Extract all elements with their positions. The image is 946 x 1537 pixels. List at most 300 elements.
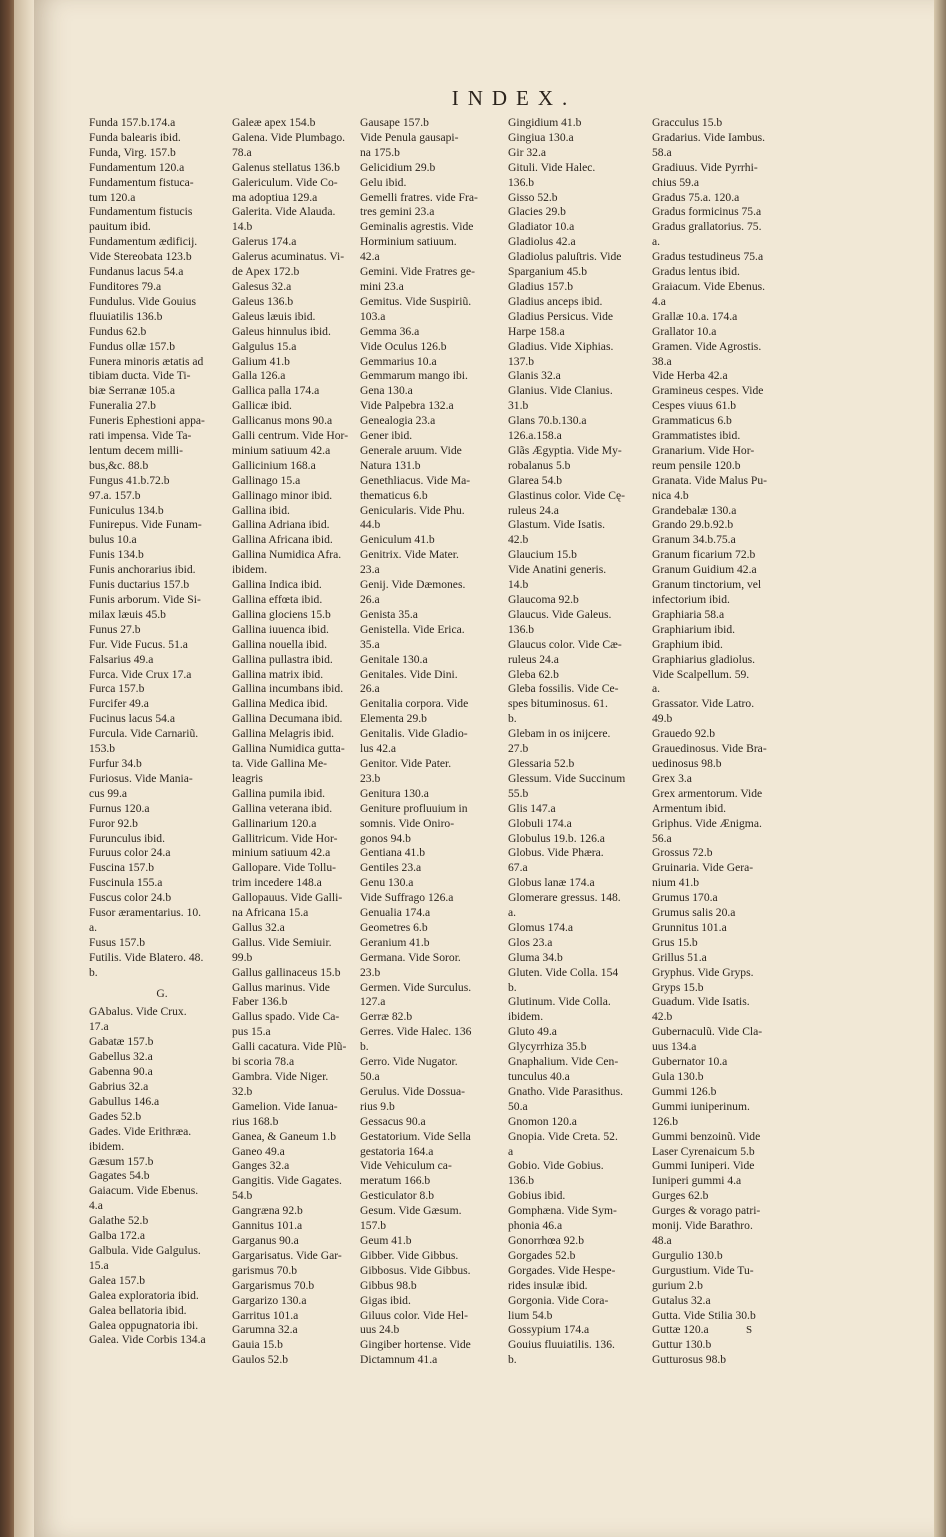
- index-entry: Fuscina 157.b: [89, 861, 155, 875]
- index-entry: rides insulæ ibid.: [508, 1278, 588, 1292]
- index-entry: 58.a: [652, 145, 672, 159]
- index-entry: Gradiuus. Vide Pyrrhi-: [652, 160, 758, 174]
- index-entry: 23.b: [360, 965, 381, 979]
- index-entry: 42.b: [652, 1010, 673, 1024]
- index-entry: Grassator. Vide Latro.: [652, 697, 755, 711]
- index-entry: tunculus 40.a: [508, 1070, 570, 1083]
- index-entry: Armentum ibid.: [652, 801, 727, 815]
- index-entry: Gallopauus. Vide Galli-: [232, 891, 343, 905]
- index-entry: Gallicinium 168.a: [232, 458, 316, 472]
- index-entry: b.: [360, 1040, 369, 1054]
- index-entry: Vide Palpebra 132.a: [360, 399, 454, 413]
- index-entry: Gobio. Vide Gobius.: [508, 1159, 604, 1173]
- index-entry: Gutalus 32.a: [652, 1293, 711, 1307]
- index-entry: 42.a: [360, 250, 380, 264]
- index-entry: Grex armentorum. Vide: [652, 786, 763, 800]
- index-column-1: [89, 116, 235, 1348]
- catchword: S: [746, 1324, 753, 1336]
- index-entry: Glaucus color. Vide Cæ-: [508, 637, 622, 651]
- index-entry: 17.a: [89, 1020, 109, 1034]
- index-entry: Futilis. Vide Blatero. 48.: [89, 950, 204, 964]
- index-entry: Gallina pumila ibid.: [232, 786, 326, 800]
- index-entry: 32.b: [232, 1084, 253, 1098]
- index-entry: Grillus 51.a: [652, 950, 707, 964]
- index-entry: lus 42.a: [360, 742, 397, 756]
- index-entry: Genitrix. Vide Mater.: [360, 548, 459, 562]
- index-entry: Gleba fossilis. Vide Ce-: [508, 682, 619, 696]
- index-entry: Furcula. Vide Carnariũ.: [89, 727, 199, 741]
- index-entry: 137.b: [508, 354, 535, 368]
- index-entry: uedinosus 98.b: [652, 756, 722, 770]
- index-entry: Gener ibid.: [360, 429, 413, 443]
- index-entry: Grando 29.b.92.b: [652, 518, 734, 532]
- index-entry: Gemelli fratres. vide Fra-: [360, 190, 478, 204]
- index-entry: 4.a: [89, 1199, 103, 1213]
- index-entry: Grex 3.a: [652, 771, 692, 785]
- index-entry: bulus 10.a: [89, 533, 137, 547]
- index-entry: Gessacus 90.a: [360, 1114, 426, 1128]
- index-entry: 49.b: [652, 712, 673, 726]
- index-entry: a.: [652, 682, 661, 696]
- index-entry: Galba 172.a: [89, 1229, 146, 1243]
- index-entry: Gladius Persicus. Vide: [508, 309, 614, 323]
- index-entry: Graiacum. Vide Ebenus.: [652, 279, 766, 293]
- index-entry: a.: [89, 920, 98, 934]
- page-header: INDEX.: [451, 86, 577, 110]
- index-entry: cus 99.a: [89, 786, 127, 800]
- index-entry: b.: [508, 980, 517, 994]
- index-entry: 55.b: [508, 786, 529, 800]
- index-entry: Gannitus 101.a: [232, 1219, 303, 1233]
- index-entry: Grumus salis 20.a: [652, 906, 736, 920]
- index-entry: Fundamentum fistuca-: [89, 175, 194, 189]
- entries-before: [652, 116, 798, 1368]
- index-entry: Genu 130.a: [360, 876, 414, 890]
- index-entry: bus,&c. 88.b: [89, 458, 149, 472]
- index-entry: monij. Vide Barathro.: [652, 1219, 753, 1233]
- index-entry: Gallicæ ibid.: [232, 399, 292, 413]
- index-entry: Gladiolus 42.a: [508, 235, 576, 249]
- index-entry: Galea oppugnatoria ibi.: [89, 1318, 199, 1332]
- index-entry: nium 41.b: [652, 876, 700, 890]
- index-entry: Genij. Vide Dæmones.: [360, 578, 466, 592]
- index-entry: Giluus color. Vide Hel-: [360, 1308, 468, 1322]
- index-entry: spes bituminosus. 61.: [508, 697, 608, 711]
- index-entry: Funeris Ephestioni appa-: [89, 414, 205, 428]
- index-entry: Grauedinosus. Vide Bra-: [652, 742, 767, 756]
- index-entry: Granata. Vide Malus Pu-: [652, 473, 768, 487]
- index-entry: Funeralia 27.b: [89, 399, 156, 413]
- index-entry: 126.b: [652, 1114, 679, 1128]
- index-entry: Furunculus ibid.: [89, 831, 166, 845]
- index-entry: Gallina Indica ibid.: [232, 578, 322, 592]
- index-entry: Gallinarium 120.a: [232, 816, 317, 830]
- index-entry: 35.a: [360, 637, 380, 651]
- index-entry: Gæsum 157.b: [89, 1154, 154, 1168]
- index-entry: biæ Serranæ 105.a: [89, 384, 175, 398]
- index-entry: Horminium satiuum.: [360, 235, 457, 249]
- index-entry: Genitor. Vide Pater.: [360, 756, 452, 770]
- index-entry: Granum Guidium 42.a: [652, 563, 757, 577]
- index-entry: Gryps 15.b: [652, 980, 704, 994]
- index-entry: Gnopia. Vide Creta. 52.: [508, 1129, 618, 1143]
- index-entry: pauitum ibid.: [89, 220, 151, 234]
- index-entry: 78.a: [232, 145, 252, 159]
- index-entry: b.: [508, 712, 517, 726]
- index-entry: Gangræna 92.b: [232, 1204, 303, 1218]
- index-entry: somnis. Vide Oniro-: [360, 816, 455, 830]
- index-entry: Galeus hinnulus ibid.: [232, 324, 331, 338]
- index-entry: Gallina glociens 15.b: [232, 607, 331, 621]
- index-entry: Gabenna 90.a: [89, 1065, 153, 1079]
- index-entry: na 175.b: [360, 145, 400, 159]
- index-entry: lium 54.b: [508, 1308, 553, 1322]
- index-entry: Galbula. Vide Galgulus.: [89, 1243, 201, 1257]
- index-entry: Gallicanus mons 90.a: [232, 414, 333, 428]
- index-entry: 103.a: [360, 309, 386, 323]
- index-entry: Gargarisatus. Vide Gar-: [232, 1248, 342, 1262]
- index-entry: bi scoria 78.a: [232, 1055, 295, 1069]
- index-entry: rati impensa. Vide Ta-: [89, 429, 192, 443]
- index-entry: mini 23.a: [360, 279, 404, 293]
- index-entry: Gades 52.b: [89, 1109, 142, 1123]
- index-entry: Gentiles 23.a: [360, 861, 422, 875]
- index-entry: Garumna 32.a: [232, 1323, 298, 1337]
- index-entry: Galea. Vide Corbis 134.a: [89, 1333, 206, 1347]
- index-entry: b.: [508, 1353, 517, 1367]
- index-entry: Gallinago minor ibid.: [232, 488, 333, 502]
- index-entry: Ganeo 49.a: [232, 1144, 285, 1158]
- index-entry: Fundus ollæ 157.b: [89, 339, 176, 353]
- index-entry: Gerro. Vide Nugator.: [360, 1055, 458, 1069]
- index-entry: Gladiolus paluſtris. Vide: [508, 250, 622, 264]
- index-entry: Galea exploratoria ibid.: [89, 1288, 199, 1302]
- index-entry: Gauia 15.b: [232, 1338, 283, 1352]
- index-entry: Gagates 54.b: [89, 1169, 150, 1183]
- index-entry: Galli cacatura. Vide Plũ-: [232, 1040, 347, 1054]
- index-entry: Gallica palla 174.a: [232, 384, 320, 398]
- index-entry: Funditores 79.a: [89, 279, 162, 293]
- index-entry: Fundanus lacus 54.a: [89, 265, 184, 279]
- index-entry: Funus 27.b: [89, 622, 141, 636]
- index-entry: Galeæ apex 154.b: [232, 116, 316, 129]
- index-entry: Gallus gallinaceus 15.b: [232, 965, 341, 979]
- index-entry: 67.a: [508, 861, 528, 875]
- index-entry: Funirepus. Vide Funam-: [89, 518, 202, 532]
- index-entry: Funera minoris ætatis ad: [89, 354, 204, 368]
- index-entry: Guadum. Vide Isatis.: [652, 995, 750, 1009]
- index-entry: Germana. Vide Soror.: [360, 950, 461, 964]
- index-entry: Glastum. Vide Isatis.: [508, 518, 605, 532]
- index-entry: 99.b: [232, 950, 253, 964]
- index-entry: Gutta. Vide Stilia 30.b: [652, 1308, 756, 1322]
- section-letter: G.: [156, 986, 168, 1000]
- index-entry: 136.b: [508, 175, 535, 189]
- entries-before: [508, 116, 654, 1368]
- book-spine: [0, 0, 14, 1537]
- index-entry: tres gemini 23.a: [360, 205, 435, 219]
- index-entry: Gallus spado. Vide Ca-: [232, 1010, 340, 1024]
- index-entry: nica 4.b: [652, 488, 689, 502]
- index-entry: Grammaticus 6.b: [652, 414, 732, 428]
- index-entry: Gerulus. Vide Dossua-: [360, 1084, 466, 1098]
- index-entry: Gallina veterana ibid.: [232, 801, 333, 815]
- index-entry: 14.b: [232, 220, 253, 234]
- index-column-5: [652, 116, 798, 1368]
- index-entry: Falsarius 49.a: [89, 652, 154, 666]
- index-entry: Glomerare gressus. 148.: [508, 891, 621, 905]
- index-entry: a.: [508, 906, 517, 920]
- index-entry: Gerræ 82.b: [360, 1010, 413, 1024]
- index-entry: 44.b: [360, 518, 381, 532]
- index-entry: Gurgulio 130.b: [652, 1248, 723, 1262]
- index-entry: Gingidium 41.b: [508, 116, 582, 129]
- index-entry: Funis ductarius 157.b: [89, 578, 190, 592]
- index-entry: Gallina Adriana ibid.: [232, 518, 330, 532]
- index-entry: Gamelion. Vide Ianua-: [232, 1099, 338, 1113]
- index-entry: Generale aruum. Vide: [360, 443, 462, 457]
- index-entry: gurium 2.b: [652, 1278, 703, 1292]
- index-entry: Globuli 174.a: [508, 816, 572, 830]
- index-entry: Glycyrrhiza 35.b: [508, 1040, 587, 1054]
- index-entry: Galerita. Vide Alauda.: [232, 205, 336, 219]
- index-entry: Grossus 72.b: [652, 846, 713, 860]
- index-entry: Glanius. Vide Clanius.: [508, 384, 613, 398]
- index-entry: 50.a: [508, 1099, 528, 1113]
- index-entry: 136.b: [508, 622, 535, 636]
- index-entry: Gallina Africana ibid.: [232, 533, 333, 547]
- index-entry: Gerres. Vide Halec. 136: [360, 1025, 472, 1039]
- index-entry: Vide Suffrago 126.a: [360, 891, 454, 905]
- index-entry: Granarium. Vide Hor-: [652, 443, 755, 457]
- index-column-2: [232, 116, 378, 1368]
- index-entry: Gallitricum. Vide Hor-: [232, 831, 338, 845]
- index-entry: minium satiuum 42.a: [232, 846, 331, 860]
- index-entry: Gallina Decumana ibid.: [232, 712, 343, 726]
- index-entry: Gibbosus. Vide Gibbus.: [360, 1263, 471, 1277]
- index-entry: de Apex 172.b: [232, 265, 300, 279]
- index-entry: leagris: [232, 771, 263, 785]
- index-entry: Gelicidium 29.b: [360, 160, 436, 174]
- index-entry: Griphus. Vide Ænigma.: [652, 816, 762, 830]
- index-entry: Gallina effœta ibid.: [232, 593, 323, 606]
- index-entry: pus 15.a: [232, 1025, 271, 1039]
- index-entry: Sparganium 45.b: [508, 265, 588, 279]
- index-entry: Fungus 41.b.72.b: [89, 473, 170, 487]
- index-entry: 15.a: [89, 1258, 109, 1272]
- index-entry: Geum 41.b: [360, 1233, 412, 1247]
- index-entry: Graphiarium ibid.: [652, 622, 736, 636]
- index-entry: Gluten. Vide Colla. 154: [508, 965, 619, 979]
- index-entry: Glastinus color. Vide Cę-: [508, 488, 625, 502]
- index-entry: Gallus 32.a: [232, 920, 285, 934]
- index-entry: Vide Stereobata 123.b: [89, 250, 192, 264]
- index-entry: Fundamentum ædificij.: [89, 235, 198, 249]
- index-entry: Glis 147.a: [508, 801, 556, 815]
- index-entry: Gubernator 10.a: [652, 1055, 728, 1069]
- index-entry: Furfur 34.b: [89, 756, 142, 770]
- index-entry: Fusor æramentarius. 10.: [89, 906, 202, 920]
- index-entry: Globus lanæ 174.a: [508, 876, 595, 890]
- index-entry: Funis 134.b: [89, 548, 144, 562]
- entries-after: [89, 1005, 235, 1348]
- index-entry: milax læuis 45.b: [89, 607, 166, 621]
- index-entry: Grauedo 92.b: [652, 727, 716, 741]
- index-entry: Galesus 32.a: [232, 279, 292, 293]
- index-entry: Fuscinula 155.a: [89, 876, 163, 890]
- index-entry: Gutturosus 98.b: [652, 1353, 727, 1367]
- index-entry: Galium 41.b: [232, 354, 290, 368]
- index-entry: Gurges 62.b: [652, 1189, 709, 1203]
- index-entry: Gangitis. Vide Gagates.: [232, 1174, 342, 1188]
- index-entry: Gradus formicinus 75.a: [652, 205, 762, 219]
- index-entry: Gradus testudineus 75.a: [652, 250, 764, 264]
- index-entry: Gallina incumbans ibid.: [232, 682, 344, 696]
- index-entry: a.: [652, 235, 661, 249]
- index-entry: Gibber. Vide Gibbus.: [360, 1248, 459, 1262]
- index-entry: Galena. Vide Plumbago.: [232, 130, 346, 144]
- index-entry: Furcifer 49.a: [89, 697, 149, 711]
- index-entry: Galathe 52.b: [89, 1214, 149, 1228]
- index-entry: ibidem.: [89, 1139, 125, 1153]
- index-entry: Faber 136.b: [232, 995, 288, 1009]
- index-entry: Glaucoma 92.b: [508, 593, 579, 606]
- index-entry: Furiosus. Vide Mania-: [89, 771, 193, 785]
- index-entry: Gallopare. Vide Tollu-: [232, 861, 336, 875]
- index-entry: Gummi iuniperinum.: [652, 1099, 750, 1113]
- index-column-3: [360, 116, 506, 1368]
- index-entry: Genitura 130.a: [360, 786, 429, 800]
- index-entry: Glebam in os inijcere.: [508, 727, 611, 741]
- index-entry: Glans 70.b.130.a: [508, 414, 587, 428]
- index-entry: Gesticulator 8.b: [360, 1189, 435, 1203]
- index-entry: Galla 126.a: [232, 369, 286, 383]
- index-entry: Elementa 29.b: [360, 712, 427, 726]
- index-entry: Garritus 101.a: [232, 1308, 299, 1322]
- page-edge: [934, 0, 946, 1537]
- index-entry: rius 168.b: [232, 1114, 279, 1128]
- index-entry: Gallina Medica ibid.: [232, 697, 328, 711]
- index-entry: Ganges 32.a: [232, 1159, 290, 1173]
- index-entry: Gorgonia. Vide Cora-: [508, 1293, 609, 1307]
- index-entry: 136.b: [508, 1174, 535, 1188]
- index-entry: Funiculus 134.b: [89, 503, 164, 517]
- index-entry: Gaulos 52.b: [232, 1353, 289, 1367]
- index-entry: 38.a: [652, 354, 672, 368]
- index-entry: Gladiator 10.a: [508, 220, 575, 234]
- index-entry: Genitales. Vide Dini.: [360, 667, 458, 681]
- index-entry: 127.a: [360, 995, 386, 1009]
- index-entry: gonos 94.b: [360, 831, 411, 845]
- index-entry: Genualia 174.a: [360, 906, 431, 920]
- index-page: [34, 0, 934, 1537]
- index-entry: Fundamentum fistucis: [89, 205, 193, 219]
- index-entry: Genealogia 23.a: [360, 414, 436, 428]
- index-entry: Furor 92.b: [89, 816, 138, 830]
- index-entry: Granum ficarium 72.b: [652, 548, 756, 562]
- index-entry: ta. Vide Gallina Me-: [232, 756, 328, 770]
- index-entry: Gruinaria. Vide Gera-: [652, 861, 754, 875]
- index-entry: Gluma 34.b: [508, 950, 563, 964]
- index-entry: Gryphus. Vide Gryps.: [652, 965, 754, 979]
- index-entry: uus 134.a: [652, 1040, 697, 1054]
- index-entry: Gemma 36.a: [360, 324, 420, 338]
- index-entry: 26.a: [360, 593, 380, 606]
- index-entry: Gabatæ 157.b: [89, 1035, 154, 1049]
- entries-before: [232, 116, 378, 1368]
- index-entry: Granum tinctorium, vel: [652, 578, 762, 592]
- index-entry: Genitalia corpora. Vide: [360, 697, 469, 711]
- index-entry: Gorgades. Vide Hespe-: [508, 1263, 616, 1277]
- index-entry: Vide Herba 42.a: [652, 369, 728, 383]
- index-entry: Vide Anatini generis.: [508, 563, 607, 577]
- index-entry: 23.a: [360, 563, 380, 577]
- index-entry: Genethliacus. Vide Ma-: [360, 473, 471, 487]
- index-entry: 26.a: [360, 682, 380, 696]
- index-entry: Glarea 54.b: [508, 473, 563, 487]
- index-entry: Vide Scalpellum. 59.: [652, 667, 750, 681]
- index-entry: Gargarismus 70.b: [232, 1278, 315, 1292]
- index-entry: Graphiaria 58.a: [652, 607, 725, 621]
- index-column-4: [508, 116, 654, 1368]
- index-entry: Gnatho. Vide Parasithus.: [508, 1084, 624, 1098]
- index-entry: Dictamnum 41.a: [360, 1353, 438, 1367]
- index-entry: Grumus 170.a: [652, 891, 718, 905]
- index-entry: Geniture profluuium in: [360, 801, 468, 815]
- index-entry: ruleus 24.a: [508, 503, 559, 517]
- index-entry: Gallina nouella ibid.: [232, 637, 327, 651]
- index-entry: Iuniperi gummi 4.a: [652, 1174, 742, 1188]
- index-entry: Gnaphalium. Vide Cen-: [508, 1055, 619, 1069]
- index-entry: Fur. Vide Fucus. 51.a: [89, 637, 188, 651]
- index-entry: ma adoptiua 129.a: [232, 190, 318, 204]
- index-entry: Gomphæna. Vide Sym-: [508, 1204, 617, 1218]
- index-entry: Genistella. Vide Erica.: [360, 622, 465, 636]
- index-entry: Gladius. Vide Xiphias.: [508, 339, 614, 353]
- facing-page-edge: [14, 0, 36, 1537]
- index-entry: Galea 157.b: [89, 1273, 146, 1287]
- index-entry: Gummi benzoinũ. Vide: [652, 1129, 761, 1143]
- index-entry: ruleus 24.a: [508, 652, 559, 666]
- index-entry: Gabrius 32.a: [89, 1080, 149, 1093]
- index-entry: Gallina ibid.: [232, 503, 290, 517]
- index-entry: infectorium ibid.: [652, 593, 730, 606]
- index-entry: Gonorrhœa 92.b: [508, 1233, 584, 1247]
- index-entry: Guttur 130.b: [652, 1338, 712, 1352]
- index-entry: thematicus 6.b: [360, 488, 428, 502]
- index-entry: Gradus 75.a. 120.a: [652, 190, 740, 204]
- index-entry: tibiam ducta. Vide Ti-: [89, 369, 191, 383]
- index-entry: 27.b: [508, 742, 529, 756]
- index-entry: Gesum. Vide Gæsum.: [360, 1204, 462, 1218]
- index-entry: Glos 23.a: [508, 935, 553, 949]
- index-entry: Genista 35.a: [360, 607, 418, 621]
- index-entry: Garganus 90.a: [232, 1233, 299, 1247]
- index-entry: trim incedere 148.a: [232, 876, 322, 890]
- entries-before: [360, 116, 506, 1368]
- index-entry: Gouius fluuiatilis. 136.: [508, 1338, 615, 1352]
- index-entry: gestatoria 164.a: [360, 1144, 434, 1158]
- index-entry: Gisso 52.b: [508, 190, 558, 204]
- index-entry: Gentiana 41.b: [360, 846, 426, 860]
- index-entry: Glessaria 52.b: [508, 756, 575, 770]
- index-entry: Gramen. Vide Agrostis.: [652, 339, 762, 353]
- index-entry: 153.b: [89, 742, 116, 756]
- index-entry: Glutinum. Vide Colla.: [508, 995, 611, 1009]
- index-entry: tum 120.a: [89, 190, 136, 204]
- index-entry: Gracculus 15.b: [652, 116, 723, 129]
- index-entry: Grandebalæ 130.a: [652, 503, 737, 517]
